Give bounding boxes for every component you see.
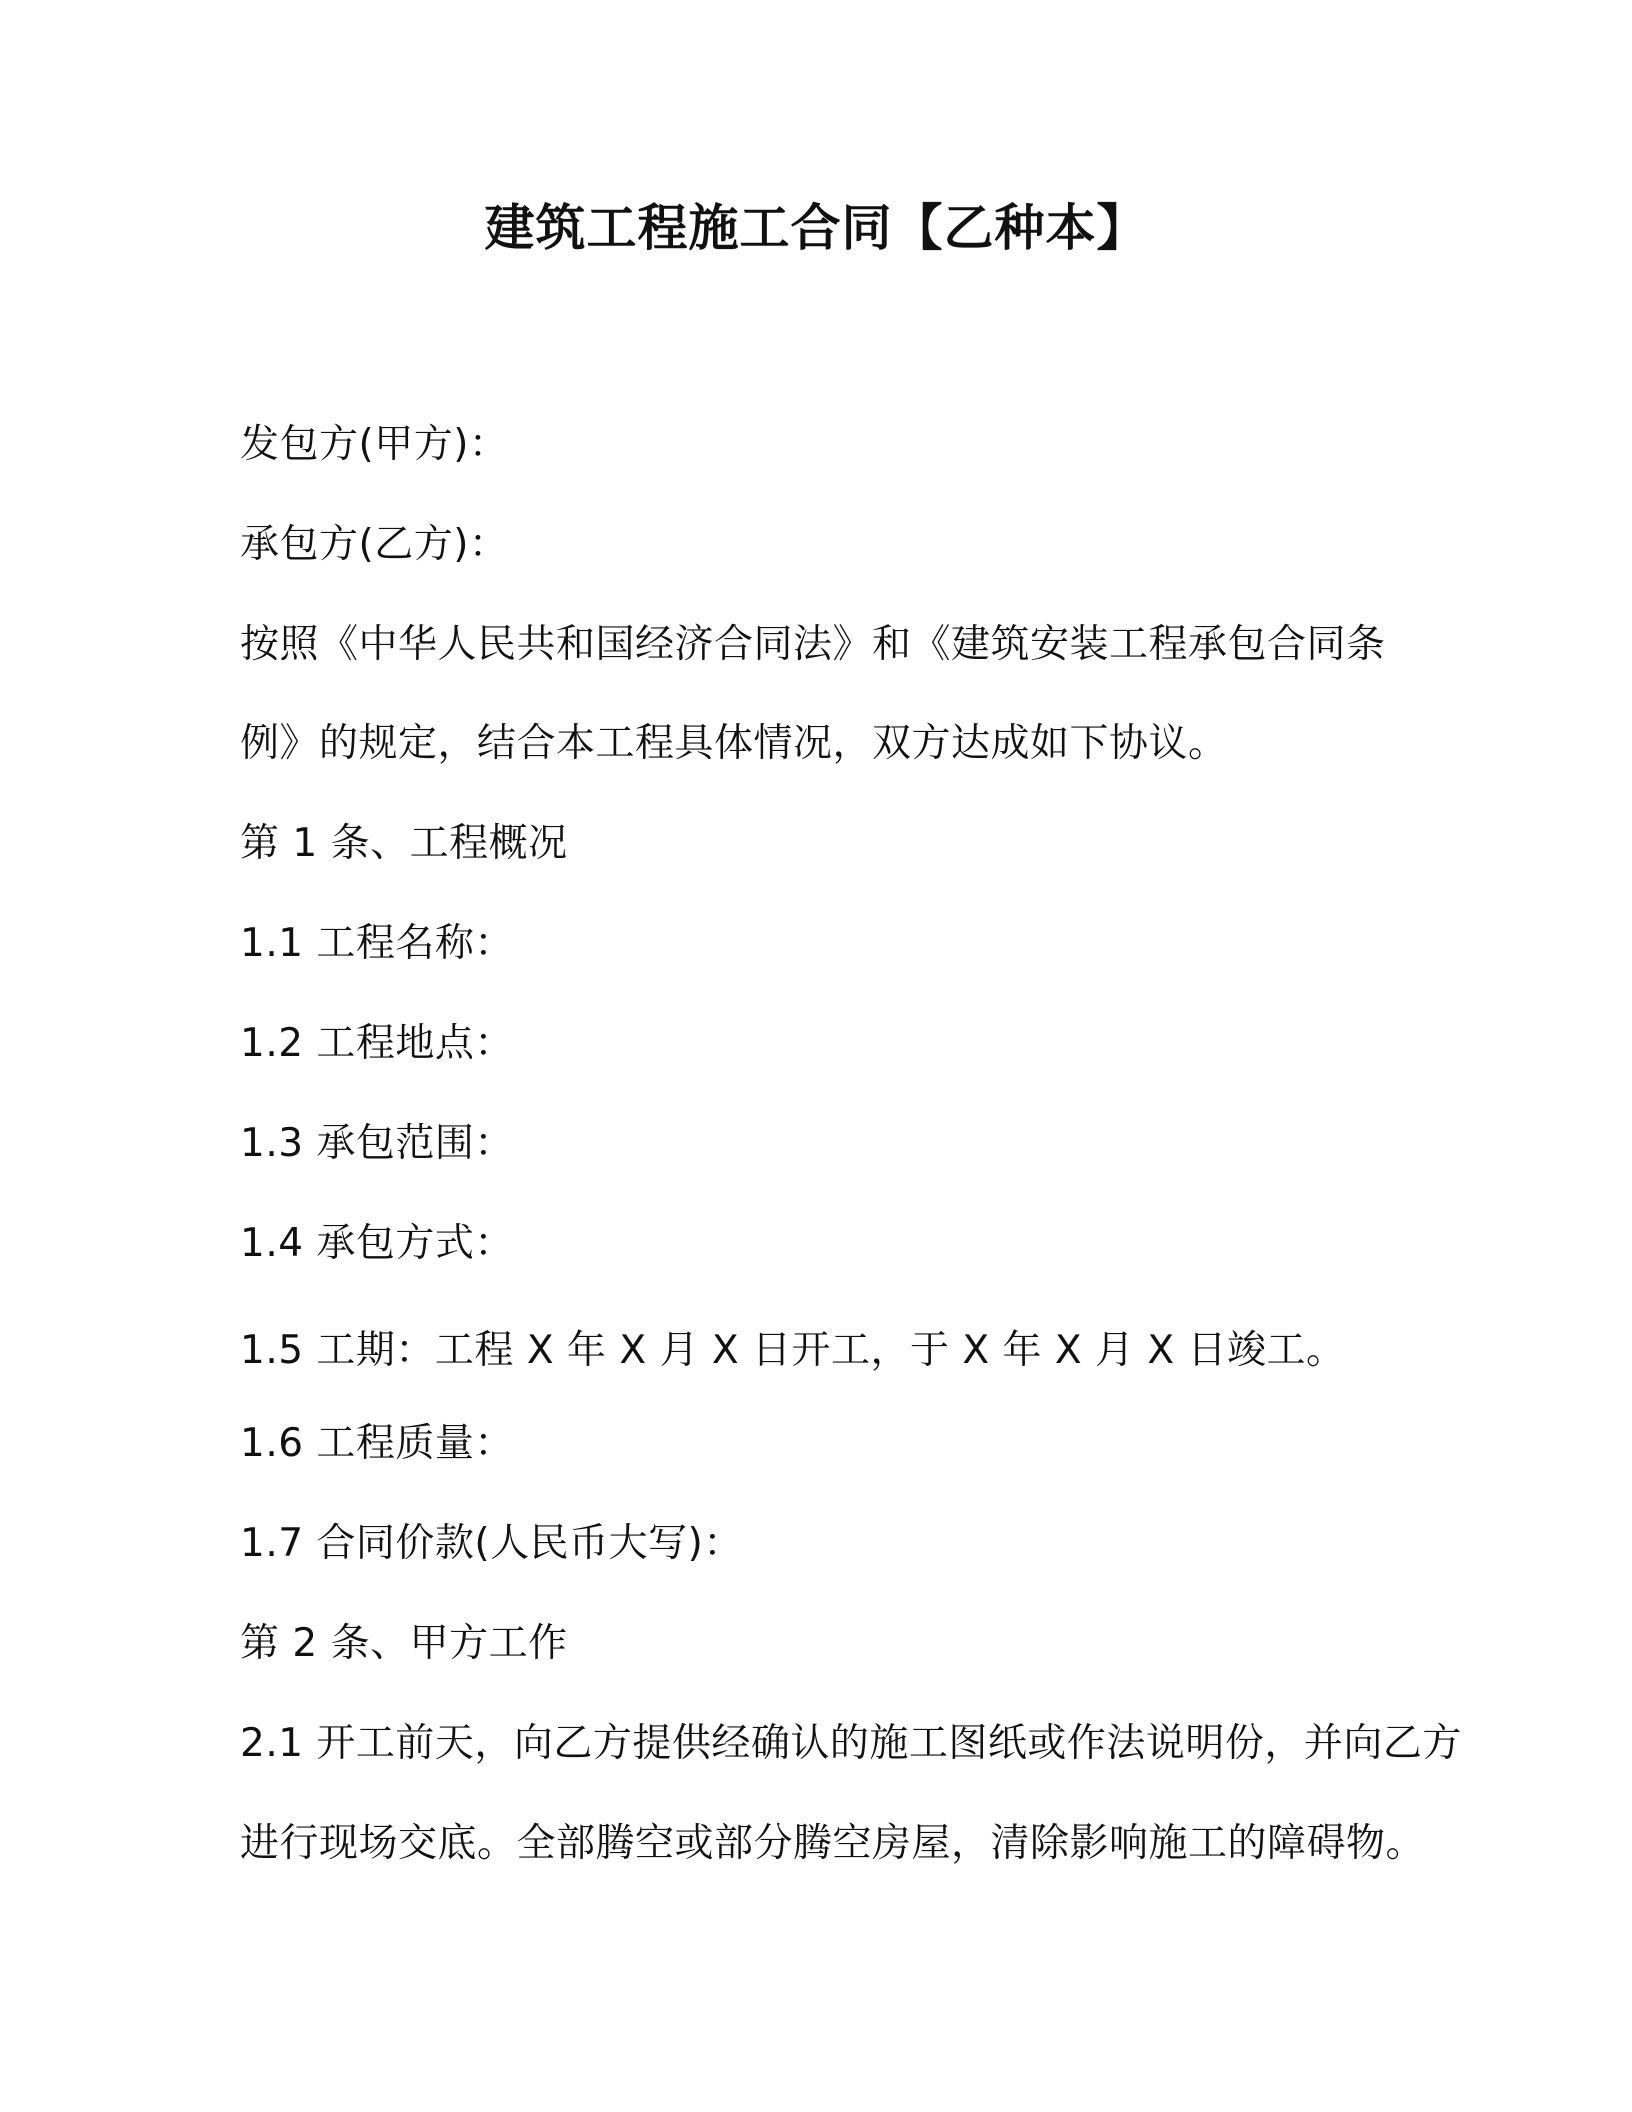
party-b-line: 承包方(乙方)： <box>240 522 509 567</box>
preamble-line-1: 按照《中华人民共和国经济合同法》和《建筑安装工程承包合同条 <box>240 622 1386 667</box>
clause-1-4: 1.4 承包方式： <box>240 1221 514 1266</box>
clause-2-1-line-1: 2.1 开工前天，向乙方提供经确认的施工图纸或作法说明份，并向乙方 <box>240 1721 1462 1766</box>
clause-1-7: 1.7 合同价款(人民币大写)： <box>240 1521 743 1566</box>
clause-1-3: 1.3 承包范围： <box>240 1121 514 1166</box>
article-1-heading: 第 1 条、工程概况 <box>240 821 568 866</box>
clause-1-2: 1.2 工程地点： <box>240 1021 514 1066</box>
clause-2-1-line-2: 进行现场交底。全部腾空或部分腾空房屋，清除影响施工的障碍物。 <box>240 1821 1426 1866</box>
clause-1-6: 1.6 工程质量： <box>240 1421 514 1466</box>
article-2-heading: 第 2 条、甲方工作 <box>240 1621 568 1666</box>
document-title: 建筑工程施工合同【乙种本】 <box>484 199 1148 257</box>
party-a-line: 发包方(甲方)： <box>240 422 509 467</box>
preamble-line-2: 例》的规定，结合本工程具体情况，双方达成如下协议。 <box>240 721 1228 766</box>
clause-1-1: 1.1 工程名称： <box>240 921 514 966</box>
clause-1-5: 1.5 工期：工程 X 年 X 月 X 日开工，于 X 年 X 月 X 日竣工。 <box>240 1328 1346 1373</box>
